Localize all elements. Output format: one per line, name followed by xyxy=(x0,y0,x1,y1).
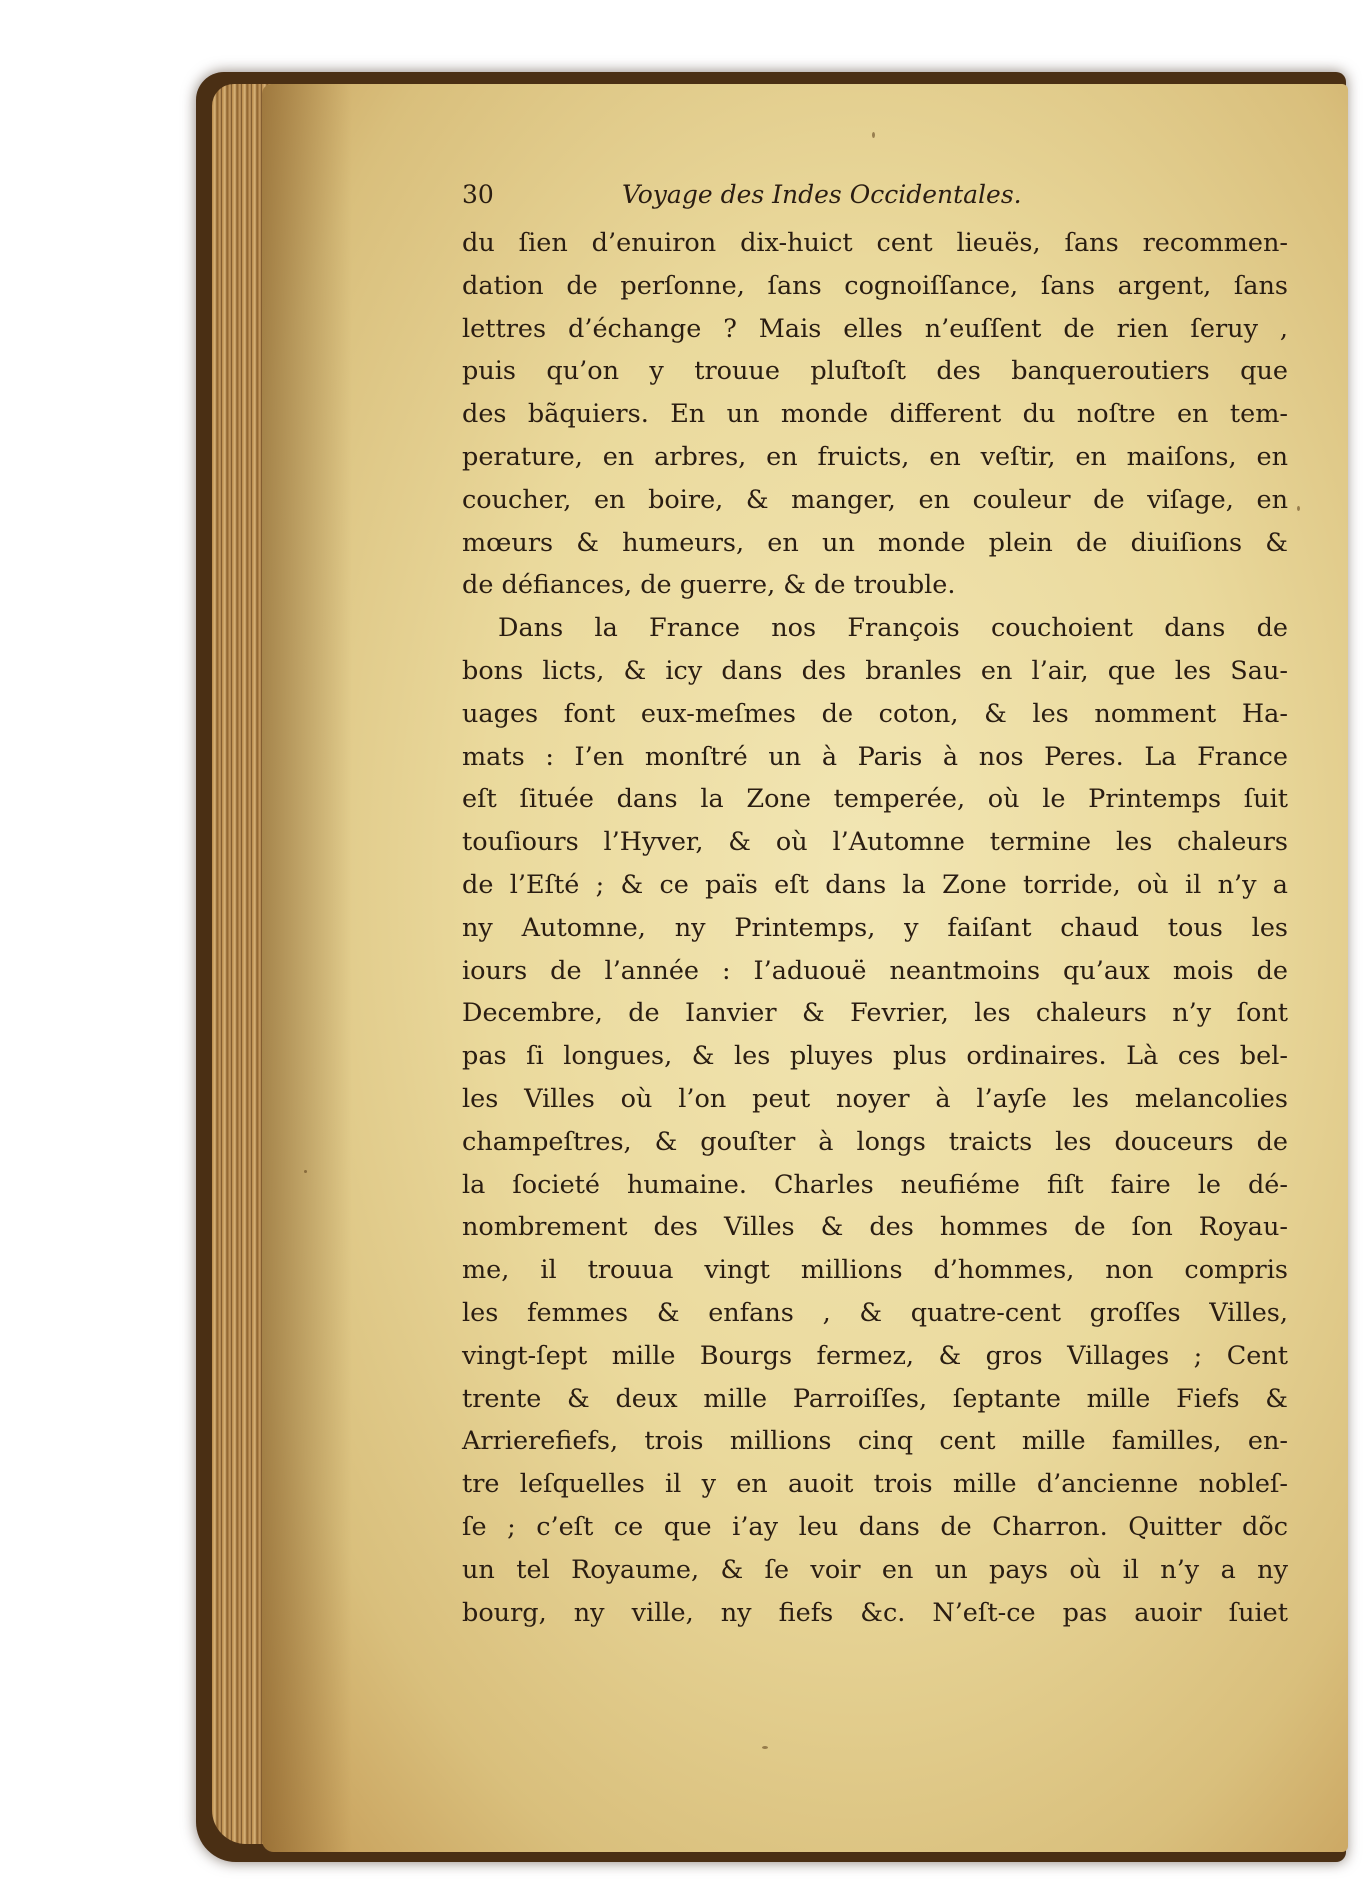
text-line: tre leſquelles il y en auoit trois mille d’ancienne nobleſ- xyxy=(462,1469,1288,1500)
text-line: puis qu’on y trouue pluſtoſt des banqueroutiers que xyxy=(462,356,1288,387)
page-text xyxy=(462,180,1288,1634)
text-line: perature, en arbres, en fruicts, en veſtir, en maiſons, en xyxy=(462,441,1288,472)
text-line: trente & deux mille Parroiſſes, ſeptante mille Fiefs & xyxy=(462,1383,1288,1414)
text-line: Decembre, de Ianvier & Fevrier, les chaleurs n’y ſont xyxy=(462,998,1288,1029)
text-line: Arrierefiefs, trois millions cinq cent mille familles, en- xyxy=(462,1426,1288,1457)
text-line: la ſocieté humaine. Charles neufiéme fiſt faire le dé- xyxy=(462,1169,1288,1200)
page-number: 30 xyxy=(462,180,494,209)
text-line: vingt-ſept mille Bourgs fermez, & gros Villages ; Cent xyxy=(462,1340,1288,1371)
text-line: dation de perſonne, ſans cognoiſſance, ſans argent, ſans xyxy=(462,270,1288,301)
text-line: de l’Eſté ; & ce païs eſt dans la Zone torride, où il n’y a xyxy=(462,869,1288,900)
text-line: champeſtres, & gouſter à longs traicts les douceurs de xyxy=(462,1126,1288,1157)
text-line: lettres d’échange ? Mais elles n’euſſent de rien ſeruy , xyxy=(462,313,1288,344)
text-line: uages font eux-meſmes de coton, & les nomment Ha- xyxy=(462,698,1288,729)
text-line: Dans la France nos François couchoient dans de xyxy=(498,613,1288,644)
text-line: pas ſi longues, & les pluyes plus ordinaires. Là ces bel- xyxy=(462,1041,1288,1072)
text-line: des bãquiers. En un monde different du noſtre en tem- xyxy=(462,399,1288,430)
text-line: du ſien d’enuiron dix-huict cent lieuës, ſans recommen- xyxy=(462,228,1288,258)
text-line: me, il trouua vingt millions d’hommes, non compris xyxy=(462,1255,1288,1286)
text-line: bons licts, & icy dans des branles en l’air, que les Sau- xyxy=(462,655,1288,686)
text-line: un tel Royaume, & ſe voir en un pays où il n’y a ny xyxy=(462,1554,1288,1585)
text-line: de défiances, de guerre, & de trouble. xyxy=(462,570,956,601)
text-line: eſt ſituée dans la Zone temperée, où le Printemps ſuit xyxy=(462,784,1288,815)
text-line: bourg, ny ville, ny fiefs &c. N’eſt-ce pas auoir ſuiet xyxy=(462,1597,1288,1628)
running-head xyxy=(462,180,1288,216)
text-line: les femmes & enfans , & quatre-cent groſſes Villes, xyxy=(462,1297,1288,1328)
text-line: les Villes où l’on peut noyer à l’ayſe les melancolies xyxy=(462,1083,1288,1114)
text-line: mœurs & humeurs, en un monde plein de diuiſions & xyxy=(462,527,1288,558)
text-line: iours de l’année : I’aduouë neantmoins qu’aux mois de xyxy=(462,955,1288,986)
text-line: mats : I’en monſtré un à Paris à nos Peres. La France xyxy=(462,741,1288,772)
text-line: ſe ; c’eſt ce que i’ay leu dans de Charron. Quitter dõc xyxy=(462,1511,1288,1542)
text-line: coucher, en boire, & manger, en couleur de viſage, en xyxy=(462,484,1288,515)
text-line: nombrement des Villes & des hommes de ſon Royau- xyxy=(462,1212,1288,1243)
text-line: touſiours l’Hyver, & où l’Automne termine les chaleurs xyxy=(462,827,1288,858)
text-line: ny Automne, ny Printemps, y faiſant chaud tous les xyxy=(462,912,1288,943)
body-text xyxy=(462,222,1288,1634)
running-title: Voyage des Indes Occidentales. xyxy=(622,180,1022,209)
